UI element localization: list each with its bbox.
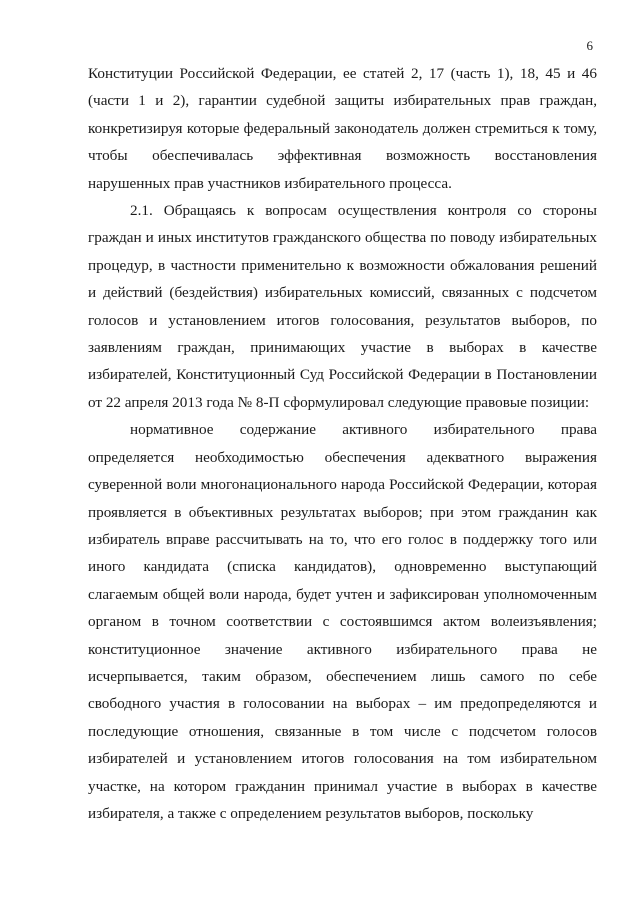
paragraph-legal-position: нормативное содержание активного избирательного права определяется необходимостью обеспечения адекватного выражения суверенной воли многонационального народа Российской Федерации, которая проявляется в объективных результатах выборов; при этом гражданин как избиратель вправе рассчитывать на то, что его голос в поддержку того или иного кандидата (списка кандидатов), одновременно выступающий слагаемым общей воли народа, будет учтен и зафиксирован уполномоченным органом в точном соответствии с состоявшимся актом волеизъявления; конституционное значение активного избирательного права не исчерпывается, таким образом, обеспечением лишь самого по себе свободного участия в голосовании на выборах – им предопределяются и последующие отношения, связанные в том числе с подсчетом голосов избирателей и установлением итогов голосования на том избирательном участке, на котором гражданин принимал участие в выборах в качестве избирателя, а также с определением результатов выборов, поскольку [88, 421, 597, 822]
document-body [88, 60, 597, 827]
page-number: 6 [586, 38, 593, 53]
paragraph-continuation: Конституции Российской Федерации, ее статей 2, 17 (часть 1), 18, 45 и 46 (части 1 и 2), гарантии судебной защиты избирательных прав граждан, конкретизируя которые федеральный законодатель должен стремиться к тому, чтобы обеспечивалась эффективная возможность восстановления нарушенных прав участников избирательного процесса. [88, 65, 597, 192]
paragraph-2-1: 2.1. Обращаясь к вопросам осуществления контроля со стороны граждан и иных институтов гражданского общества по поводу избирательных процедур, в частности применительно к возможности обжалования решений и действий (бездействия) избирательных комиссий, связанных с подсчетом голосов и установлением итогов голосования, результатов выборов, по заявлениям граждан, принимающих участие в выборах в качестве избирателей, Конституционный Суд Российской Федерации в Постановлении от 22 апреля 2013 года № 8-П сформулировал следующие правовые позиции: [88, 202, 597, 411]
